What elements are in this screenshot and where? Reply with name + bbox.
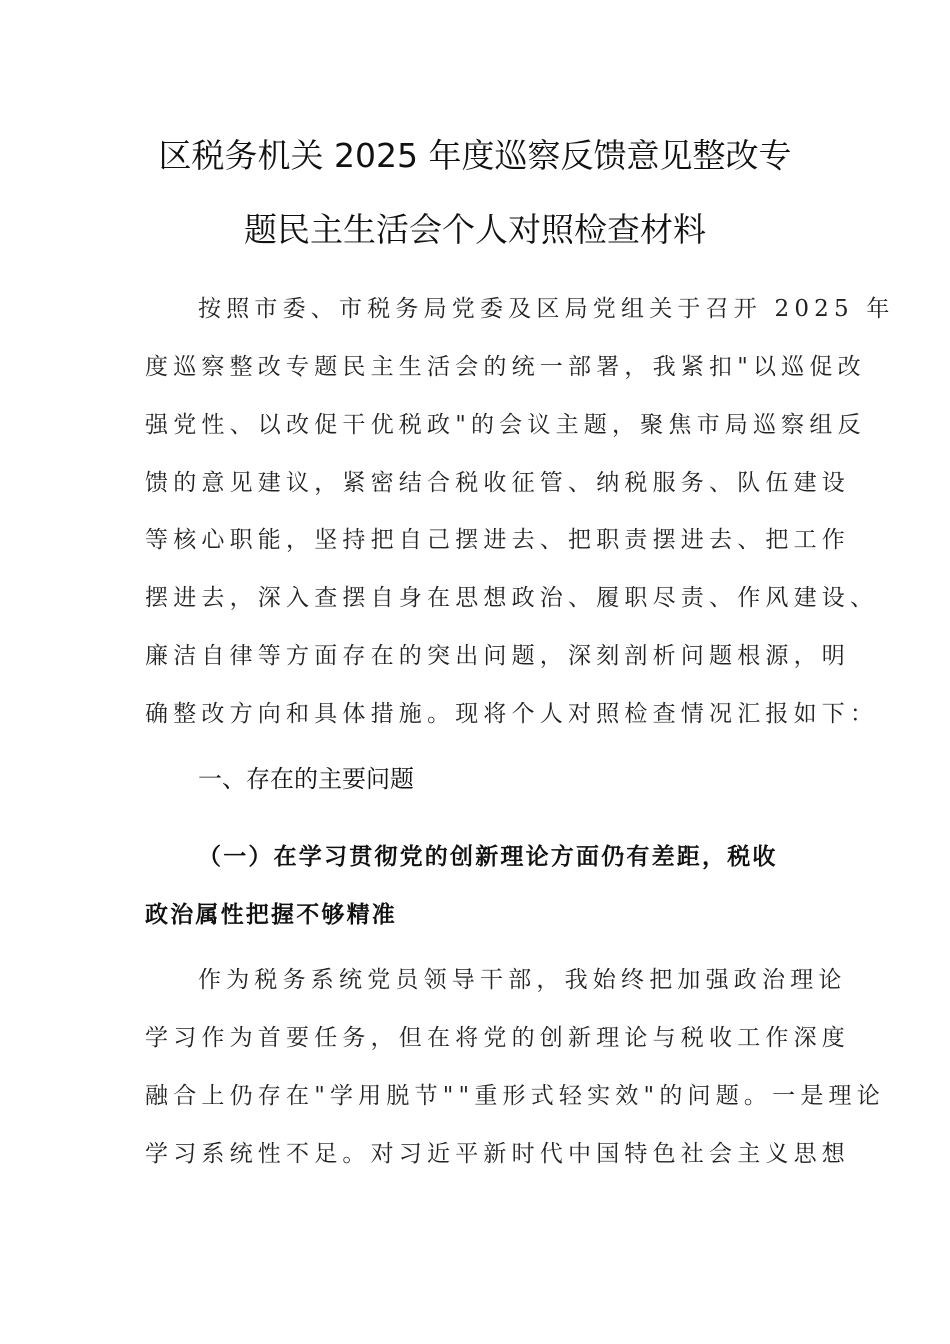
intro-paragraph-line: 确整改方向和具体措施。现将个人对照检查情况汇报如下：	[145, 701, 879, 727]
body-paragraph-line: 学习作为首要任务，但在将党的创新理论与税收工作深度	[145, 1025, 850, 1051]
body-paragraph-line: 融合上仍存在"学用脱节""重形式轻实效"的问题。一是理论	[145, 1083, 885, 1109]
body-paragraph-line: 学习系统性不足。对习近平新时代中国特色社会主义思想	[145, 1141, 850, 1167]
intro-paragraph-line: 度巡察整改专题民主生活会的统一部署，我紧扣"以巡促改	[145, 354, 866, 380]
body-paragraph-line: 作为税务系统党员领导干部，我始终把加强政治理论	[198, 967, 847, 993]
intro-paragraph-line: 按照市委、市税务局党委及区局党组关于召开 2025 年	[198, 296, 895, 322]
intro-paragraph-line: 强党性、以改促干优税政"的会议主题，聚焦市局巡察组反	[145, 412, 866, 438]
intro-paragraph-line: 馈的意见建议，紧密结合税收征管、纳税服务、队伍建设	[145, 470, 850, 496]
document-title-line-1: 区税务机关 2025 年度巡察反馈意见整改专	[158, 136, 792, 175]
section-heading-main-problems: 一、存在的主要问题	[198, 765, 414, 793]
subsection-heading-line-1: （一）在学习贯彻党的创新理论方面仍有差距，税收	[198, 844, 778, 870]
intro-paragraph-line: 廉洁自律等方面存在的突出问题，深刻剖析问题根源，明	[145, 643, 850, 669]
intro-paragraph-line: 等核心职能，坚持把自己摆进去、把职责摆进去、把工作	[145, 527, 850, 553]
document-title-line-2: 题民主生活会个人对照检查材料	[244, 210, 706, 249]
subsection-heading-line-2: 政治属性把握不够精准	[145, 902, 397, 928]
intro-paragraph-line: 摆进去，深入查摆自身在思想政治、履职尽责、作风建设、	[145, 585, 879, 611]
